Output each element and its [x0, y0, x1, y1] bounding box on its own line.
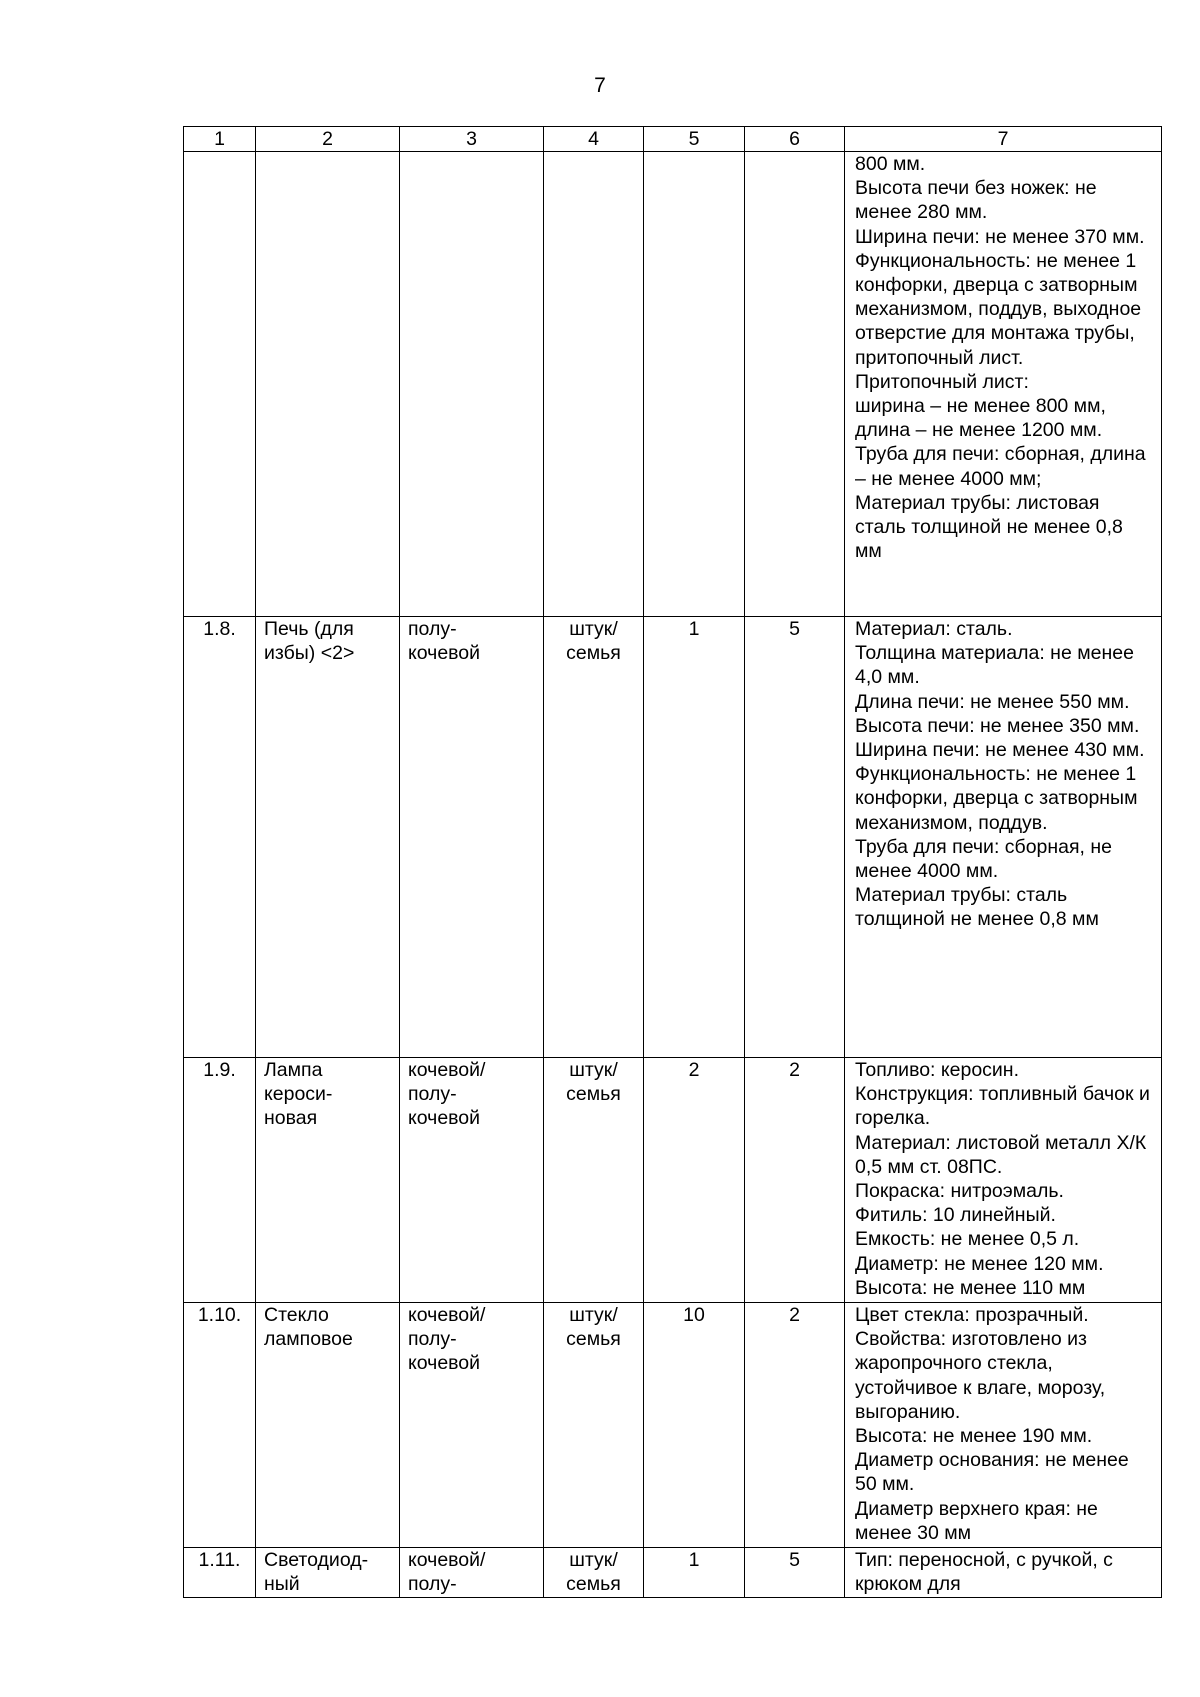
column-header: 1	[184, 127, 256, 152]
item-service-years	[745, 152, 845, 617]
item-name	[256, 152, 400, 617]
item-service-years: 5	[745, 1548, 845, 1598]
column-header: 4	[544, 127, 644, 152]
item-category	[400, 152, 544, 617]
item-quantity: 1	[644, 617, 745, 1058]
table-header-row	[184, 127, 1162, 152]
item-number: 1.11.	[184, 1548, 256, 1598]
table-row	[184, 1548, 1162, 1598]
item-description: 800 мм. Высота печи без ножек: не менее 280 мм. Ширина печи: не менее 370 мм. Функциональность: не менее 1 конфорки, дверца с затворным механизмом, поддув, выходное отверстие для монтажа трубы, притопочный лист. Притопочный лист: ширина – не менее 800 мм, длина – не менее 1200 мм. Труба для печи: сборная, длина – не менее 4000 мм; Материал трубы: листовая сталь толщиной не менее 0,8 мм	[845, 152, 1162, 617]
item-unit: штук/ семья	[544, 1548, 644, 1598]
item-name: Стекло ламповое	[256, 1303, 400, 1548]
table-row	[184, 1058, 1162, 1303]
item-category: кочевой/ полу-	[400, 1548, 544, 1598]
table-row	[184, 1303, 1162, 1548]
item-service-years: 2	[745, 1303, 845, 1548]
item-name: Печь (для избы) <2>	[256, 617, 400, 1058]
item-quantity: 2	[644, 1058, 745, 1303]
item-category: полу- кочевой	[400, 617, 544, 1058]
table-row	[184, 152, 1162, 617]
column-header: 2	[256, 127, 400, 152]
item-unit: штук/ семья	[544, 617, 644, 1058]
page-number: 7	[594, 74, 606, 97]
item-name: Светодиод- ный	[256, 1548, 400, 1598]
item-quantity: 10	[644, 1303, 745, 1548]
item-unit	[544, 152, 644, 617]
item-service-years: 2	[745, 1058, 845, 1303]
item-description: Материал: сталь. Толщина материала: не менее 4,0 мм. Длина печи: не менее 550 мм. Высота печи: не менее 350 мм. Ширина печи: не менее 430 мм. Функциональность: не менее 1 конфорки, дверца с затворным механизмом, поддув. Труба для печи: сборная, не менее 4000 мм. Материал трубы: сталь толщиной не менее 0,8 мм	[845, 617, 1162, 1058]
specification-table	[183, 126, 1162, 1598]
column-header: 5	[644, 127, 745, 152]
item-number: 1.8.	[184, 617, 256, 1058]
item-description: Топливо: керосин. Конструкция: топливный бачок и горелка. Материал: листовой металл Х/К 0,5 мм ст. 08ПС. Покраска: нитроэмаль. Фитиль: 10 линейный. Емкость: не менее 0,5 л. Диаметр: не менее 120 мм. Высота: не менее 110 мм	[845, 1058, 1162, 1303]
column-header: 6	[745, 127, 845, 152]
item-description: Цвет стекла: прозрачный. Свойства: изготовлено из жаропрочного стекла, устойчивое к влаге, морозу, выгоранию. Высота: не менее 190 мм. Диаметр основания: не менее 50 мм. Диаметр верхнего края: не менее 30 мм	[845, 1303, 1162, 1548]
column-header: 7	[845, 127, 1162, 152]
item-description: Тип: переносной, с ручкой, с крюком для	[845, 1548, 1162, 1598]
item-number	[184, 152, 256, 617]
item-name: Лампа кероси- новая	[256, 1058, 400, 1303]
item-category: кочевой/ полу- кочевой	[400, 1058, 544, 1303]
item-category: кочевой/ полу- кочевой	[400, 1303, 544, 1548]
item-quantity: 1	[644, 1548, 745, 1598]
item-number: 1.9.	[184, 1058, 256, 1303]
item-unit: штук/ семья	[544, 1303, 644, 1548]
column-header: 3	[400, 127, 544, 152]
item-service-years: 5	[745, 617, 845, 1058]
table-row	[184, 617, 1162, 1058]
item-number: 1.10.	[184, 1303, 256, 1548]
item-quantity	[644, 152, 745, 617]
item-unit: штук/ семья	[544, 1058, 644, 1303]
